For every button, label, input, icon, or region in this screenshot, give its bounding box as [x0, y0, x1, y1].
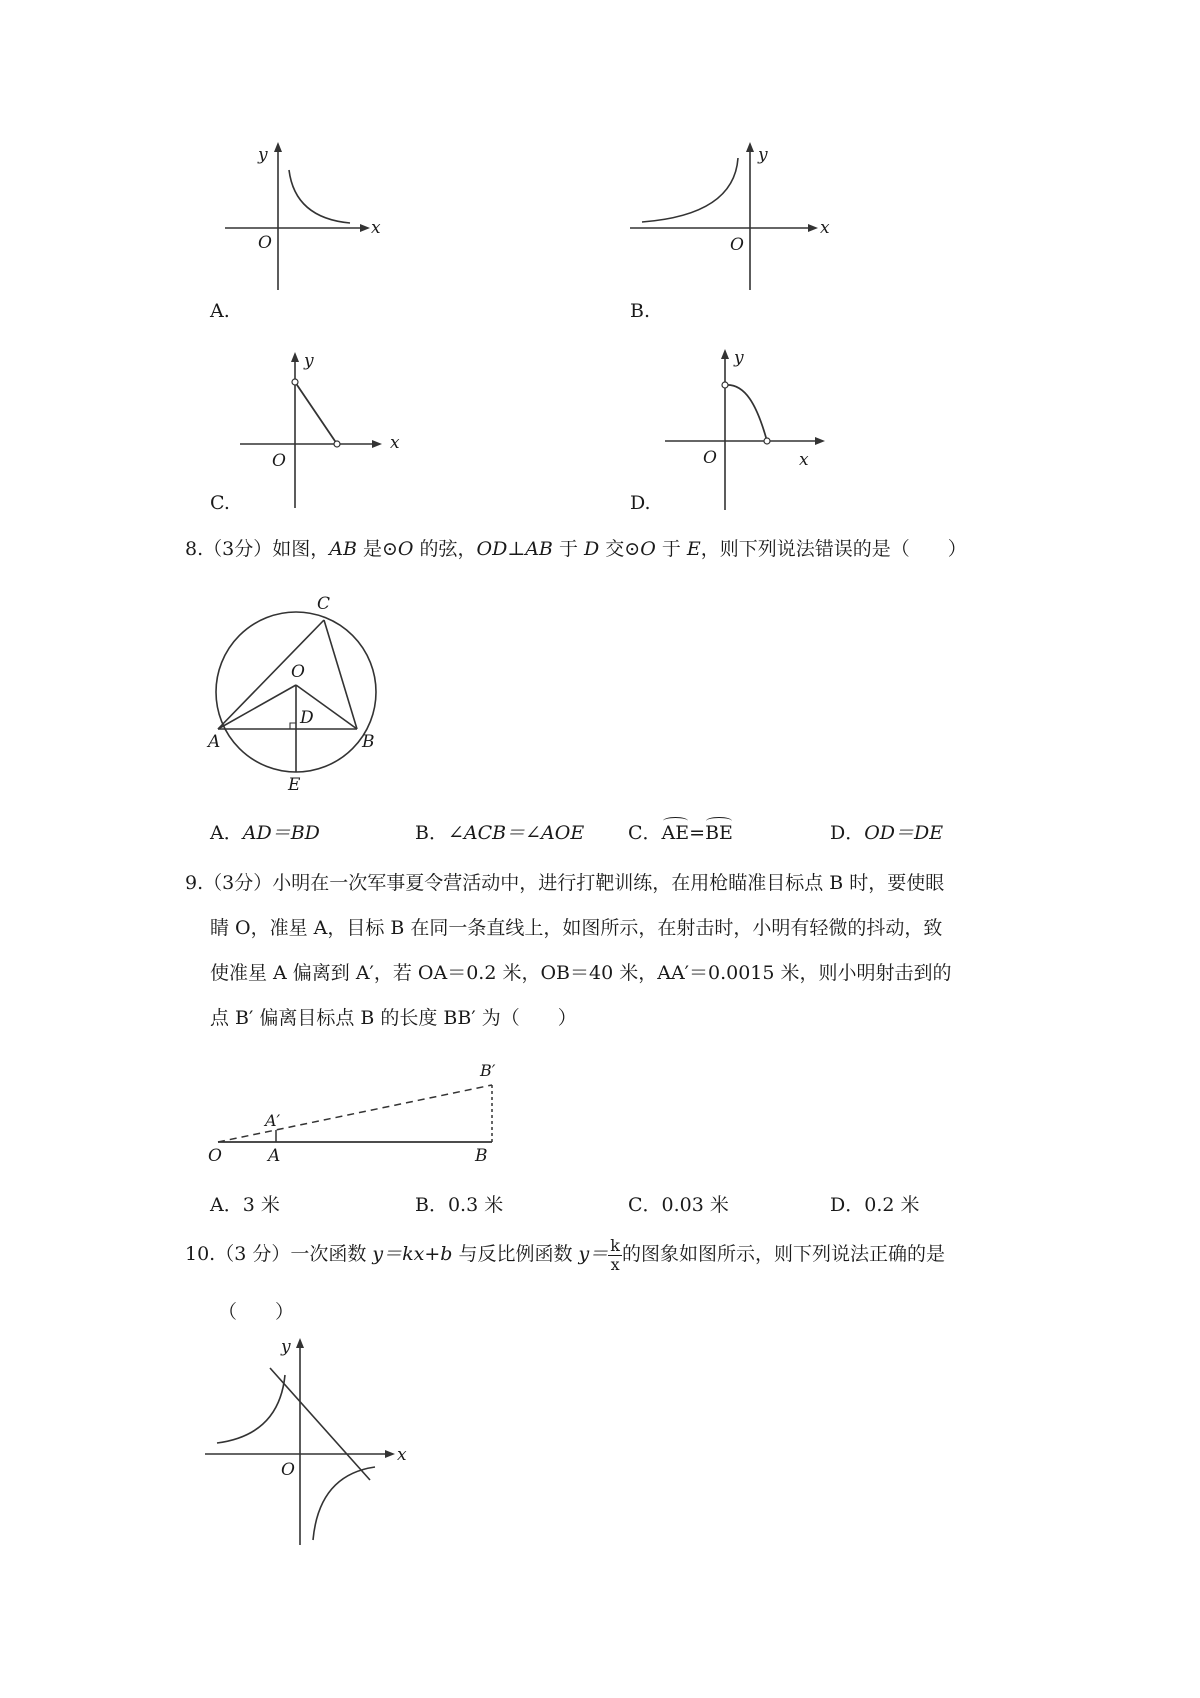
y-axis-arrow: [721, 349, 729, 359]
hyperbola-branch-second-quadrant: [217, 1375, 285, 1443]
x-axis-arrow: [360, 224, 370, 232]
option-label: B．: [415, 822, 448, 844]
x-axis-arrow: [808, 224, 818, 232]
option-label: A．: [210, 822, 243, 844]
label-b: B: [362, 732, 375, 752]
hyperbola-branch-fourth-quadrant: [313, 1467, 375, 1540]
q10-stem-part: 与反比例函数: [452, 1243, 579, 1265]
segment-bc: [324, 620, 357, 729]
q9-aim-figure: [200, 1050, 520, 1170]
q8-stem-part: 如图，: [272, 538, 330, 560]
x-axis-arrow: [815, 437, 825, 445]
arc-curve: [725, 385, 767, 441]
option-text: OD＝DE: [864, 822, 944, 844]
q8-stem-part: 的弦，: [413, 538, 477, 560]
q9-option-d: [830, 1190, 920, 1217]
q8-stem-part: 是⊙: [356, 538, 398, 560]
q10-graph: [205, 1335, 425, 1550]
option-text: ∠ACB＝∠AOE: [447, 822, 585, 844]
label-a: A: [208, 732, 221, 752]
q8-var-o: O: [397, 538, 414, 560]
y-label: y: [734, 348, 744, 368]
option-text: 0.3 米: [447, 1194, 504, 1216]
origin-label: O: [258, 233, 272, 253]
option-text: AD＝BD: [242, 822, 320, 844]
origin-label: O: [730, 235, 744, 255]
arc-be: BE: [705, 822, 733, 844]
x-label: x: [799, 450, 809, 470]
q8-option-b: [415, 818, 584, 845]
q9-option-b: [415, 1190, 503, 1217]
q8-option-c: [628, 818, 733, 845]
q7-graph-a: [225, 140, 385, 295]
y-axis-arrow: [274, 142, 282, 152]
q7-graph-b: [630, 140, 830, 295]
y-axis-arrow: [291, 352, 299, 362]
x-axis-arrow: [385, 1450, 395, 1458]
origin-label: O: [703, 448, 717, 468]
y-label: y: [304, 351, 314, 371]
q8-number: 8.: [185, 538, 204, 560]
q8-circle-figure: [200, 580, 400, 790]
arc-ae: AE: [661, 822, 690, 844]
option-label: B．: [415, 1194, 448, 1216]
label-b: B: [475, 1146, 488, 1166]
open-point-y: [722, 382, 728, 388]
option-text: 0.2 米: [864, 1194, 920, 1216]
option-label: A．: [210, 1194, 243, 1216]
segment-ao: [218, 685, 296, 729]
origin-label: O: [272, 451, 286, 471]
y-label: y: [758, 145, 768, 165]
q8-stem-part: 交⊙: [599, 538, 641, 560]
q7-option-b-label: B.: [630, 300, 651, 322]
q9-number: 9.: [185, 872, 204, 894]
label-e: E: [288, 775, 301, 790]
option-text: 0.03 米: [661, 1194, 729, 1216]
arc-equals: =: [689, 822, 706, 844]
q8-stem-part: 于: [552, 538, 584, 560]
q8-stem: [185, 527, 967, 571]
q10-answer-paren: （ ）: [218, 1301, 295, 1323]
right-angle-mark: [290, 723, 296, 729]
y-label: y: [258, 145, 268, 165]
label-a: A: [268, 1146, 281, 1166]
q9-line-4: 点 B′ 偏离目标点 B 的长度 BB′ 为（ ）: [210, 1007, 577, 1029]
x-label: x: [397, 1445, 407, 1465]
q8-option-a: [210, 818, 320, 845]
q8-stem-part: ，则下列说法错误的是（ ）: [700, 538, 967, 560]
line-segment: [295, 382, 337, 444]
label-c: C: [317, 594, 331, 614]
open-point-x: [334, 441, 340, 447]
fraction-numerator: k: [610, 1235, 620, 1255]
q9-option-c: [628, 1190, 729, 1217]
q10-score: （3 分）: [215, 1243, 291, 1265]
curve: [289, 170, 350, 223]
q9-line-2: 睛 O，准星 A，目标 B 在同一条直线上，如图所示，在射击时，小明有轻微的抖动，致: [210, 917, 943, 939]
q8-option-d: [830, 818, 943, 845]
x-label: x: [820, 218, 830, 238]
open-point-x: [764, 438, 770, 444]
q9-option-a: [210, 1190, 280, 1217]
q10-y-equals: y＝: [578, 1243, 609, 1265]
q10-number: 10.: [185, 1243, 216, 1265]
curve: [642, 158, 738, 222]
q10-stem: [185, 1232, 945, 1276]
option-label: D．: [830, 1194, 865, 1216]
q10-fraction: [608, 1237, 622, 1274]
option-text: 3 米: [242, 1194, 280, 1216]
dashed-line-ob-prime: [218, 1085, 492, 1142]
q9-line-3: 使准星 A 偏离到 A′，若 OA＝0.2 米，OB＝40 米，AA′＝0.0015 米，则小明射击到的: [210, 962, 952, 984]
q8-stem-part: 于: [655, 538, 687, 560]
q9-text: （3分）小明在一次军事夏令营活动中，进行打靶训练，在用枪瞄准目标点 B 时，要使眼: [203, 872, 945, 894]
q10-stem-part: 的图象如图所示，则下列说法正确的是: [621, 1243, 945, 1265]
x-axis-arrow: [372, 440, 382, 448]
label-o: O: [208, 1146, 222, 1166]
q8-var-ab: AB: [329, 538, 357, 560]
option-label: C．: [628, 822, 662, 844]
q7-option-c-label: C.: [210, 492, 230, 514]
label-a-prime: A′: [265, 1111, 281, 1130]
y-label: y: [281, 1337, 291, 1357]
option-label: D．: [830, 822, 865, 844]
label-o: O: [291, 662, 305, 682]
label-b-prime: B′: [480, 1061, 496, 1080]
q9-line-1: [185, 861, 944, 905]
x-label: x: [371, 218, 381, 238]
q7-option-a-label: A.: [210, 300, 230, 322]
q8-var-e: E: [686, 538, 701, 560]
option-label: C．: [628, 1194, 662, 1216]
y-axis-arrow: [746, 142, 754, 152]
q8-var-d: D: [584, 538, 600, 560]
q7-option-d-label: D.: [630, 492, 651, 514]
q7-graph-c: [240, 348, 420, 508]
open-point-y: [292, 379, 298, 385]
origin-label: O: [281, 1460, 295, 1480]
label-d: D: [300, 708, 314, 728]
q10-stem-part: 一次函数: [290, 1243, 373, 1265]
y-axis-arrow: [296, 1338, 304, 1348]
q8-var-od-perp-ab: OD⊥AB: [476, 538, 553, 560]
fraction-denominator: x: [610, 1254, 620, 1274]
x-label: x: [390, 433, 400, 453]
q8-score: （3分）: [203, 538, 273, 560]
q7-graph-d: [665, 345, 845, 510]
q10-linear-function: y＝kx+b: [372, 1243, 453, 1265]
q8-var-o: O: [640, 538, 656, 560]
